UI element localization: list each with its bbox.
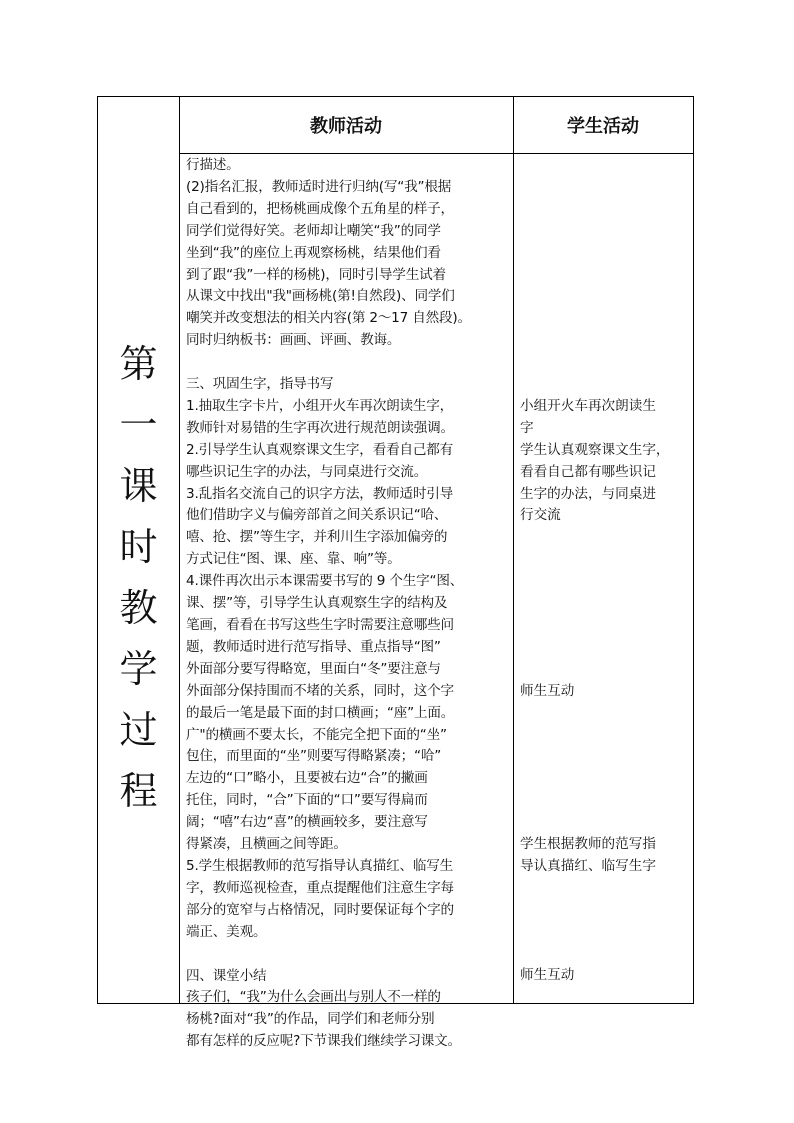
teacher-activity-line: 5.学生根据教师的范写指导认真描红、临写生 xyxy=(186,857,454,874)
teacher-activity-line: 端正、美观。 xyxy=(186,923,267,940)
teacher-activity-line: 托住，同时，“合”下面的“口”要写得扁而 xyxy=(186,792,428,809)
side-title-char: 教 xyxy=(119,586,158,630)
teacher-activity-line: 笔画，看看在书写这些生字时需要注意哪些问 xyxy=(186,617,454,634)
teacher-activity-line: 2.引导学生认真观察课文生字，看看自己都有 xyxy=(186,441,454,458)
header-student-activity: 学生活动 xyxy=(567,116,639,137)
side-title-char: 第 xyxy=(119,342,158,386)
teacher-activity-line: 阔；“嘻”右边“喜”的横画较多，要注意写 xyxy=(186,814,428,831)
student-activity-item xyxy=(520,440,690,528)
student-activity-line: 学生认真观察课文生字， xyxy=(520,441,670,458)
teacher-activity-line: 1.抽取生字卡片，小组开火车再次朗读生字， xyxy=(186,397,454,414)
student-activity-line: 字 xyxy=(520,419,534,436)
teacher-activity-line: 都有怎样的反应呢?下节课我们继续学习课文。 xyxy=(186,1033,461,1050)
teacher-activity-line: 左边的“口”略小，且要被右边“合”的撇画 xyxy=(186,770,428,787)
teacher-activity-line: 他们借助字义与偏旁部首之间关系识记“哈、 xyxy=(186,507,448,524)
teacher-activity-line: 哪些识记生字的办法，与同桌进行交流。 xyxy=(186,463,428,480)
teacher-activity-line: 四、课堂小结 xyxy=(186,967,267,984)
teacher-activity-line: 课、摆”等，引导学生认真观察生字的结构及 xyxy=(186,595,448,612)
column-divider-right xyxy=(513,97,514,1003)
teacher-activity-line: 题，教师适时进行范写指导、重点指导“图” xyxy=(186,638,441,655)
teacher-activity-line: 外面部分保持围而不堵的关系，同时，这个字 xyxy=(186,682,454,699)
teacher-activity-line: 孩子们，“我”为什么会画出与别人不一样的 xyxy=(186,989,441,1006)
teacher-activity-line: 字，教师巡视检查，重点提醒他们注意生字每 xyxy=(186,879,454,896)
teacher-activity-line: 3.乱指名交流自己的识字方法，教师适时引导 xyxy=(186,485,454,502)
lesson-plan-table xyxy=(97,96,694,1050)
teacher-activity-line: 部分的宽窄与占格情况，同时要保证每个字的 xyxy=(186,901,454,918)
student-activity-item xyxy=(520,681,690,703)
teacher-activity-line: 嘲笑并改变想法的相关内容(第 2～17 自然段)。 xyxy=(186,310,471,327)
teacher-activity-line: 坐到“我”的座位上再观察杨桃，结果他们看 xyxy=(186,244,441,261)
student-activity-item xyxy=(520,965,690,987)
teacher-activity-line: 到了跟“我”一样的杨桃)，同时引导学生试着 xyxy=(186,266,446,283)
teacher-activity-line: 方式记住“图、课、座、靠、响”等。 xyxy=(186,551,401,568)
student-activity-line: 行交流 xyxy=(520,507,561,524)
side-title-char: 学 xyxy=(119,647,158,691)
side-title-char: 课 xyxy=(119,464,158,508)
side-title-first-lesson-process xyxy=(98,153,179,1003)
teacher-activity-line: 嘻、抢、摆”等生字，并利川生字添加偏旁的 xyxy=(186,529,448,546)
teacher-activity-line: 三、巩固生字，指导书写 xyxy=(186,376,334,393)
student-activity-line: 生字的办法，与同桌进 xyxy=(520,485,656,502)
teacher-activity-line: 得紧凑，且横画之间等距。 xyxy=(186,836,347,853)
teacher-activity-line: 同学们觉得好笑。老师却让嘲笑“我”的同学 xyxy=(186,222,441,239)
side-title-char: 程 xyxy=(119,769,158,813)
student-activity-line: 学生根据教师的范写指 xyxy=(520,835,656,852)
teacher-activity-content xyxy=(186,155,508,1053)
teacher-activity-line: 的最后一笔是最下面的封口横画；“座”上面。 xyxy=(186,704,455,721)
side-title-char: 过 xyxy=(119,708,158,752)
student-activity-line: 导认真描红、临写生字 xyxy=(520,857,656,874)
teacher-activity-line: 行描述。 xyxy=(186,157,240,173)
teacher-activity-line: 杨桃?面对“我”的作品，同学们和老师分别 xyxy=(186,1011,435,1028)
teacher-activity-line: 教师针对易错的生字再次进行规范朗读强调。 xyxy=(186,419,454,436)
teacher-activity-line: 外面部分要写得略宽，里面白“冬”要注意与 xyxy=(186,660,441,677)
teacher-activity-line: 从课文中找出"我"画杨桃(第!自然段)、同学们 xyxy=(186,288,455,305)
student-activity-item xyxy=(520,396,690,440)
student-activity-line: 师生互动 xyxy=(520,682,575,699)
student-activity-line: 看看自己都有哪些识记 xyxy=(520,463,656,480)
header-divider xyxy=(179,153,693,154)
student-activity-line: 师生互动 xyxy=(520,967,575,984)
side-title-char: 时 xyxy=(119,525,158,569)
blank-line xyxy=(186,352,508,374)
teacher-activity-line: 包住，而里面的“坐”则要写得略紧凑；“哈” xyxy=(186,748,442,765)
student-activity-item xyxy=(520,834,690,878)
teacher-activity-line: 自己看到的，把杨桃画成像个五角星的样子， xyxy=(186,200,454,217)
header-teacher-activity: 教师活动 xyxy=(310,116,382,137)
side-title-char: 一 xyxy=(119,403,158,447)
blank-line xyxy=(186,944,508,966)
teacher-activity-line: 4.课件再次出示本课需要书写的 9 个生字“图、 xyxy=(186,573,464,590)
teacher-activity-line: 广"的横画不要太长，不能完全把下面的“坐” xyxy=(186,726,447,743)
column-divider-left xyxy=(179,97,180,1003)
teacher-activity-line: (2)指名汇报，教师适时进行归纳(写“我”根据 xyxy=(186,178,452,195)
student-activity-line: 小组开火车再次朗读生 xyxy=(520,397,656,414)
teacher-activity-line: 同时归纳板书：画画、评画、教诲。 xyxy=(186,332,401,349)
